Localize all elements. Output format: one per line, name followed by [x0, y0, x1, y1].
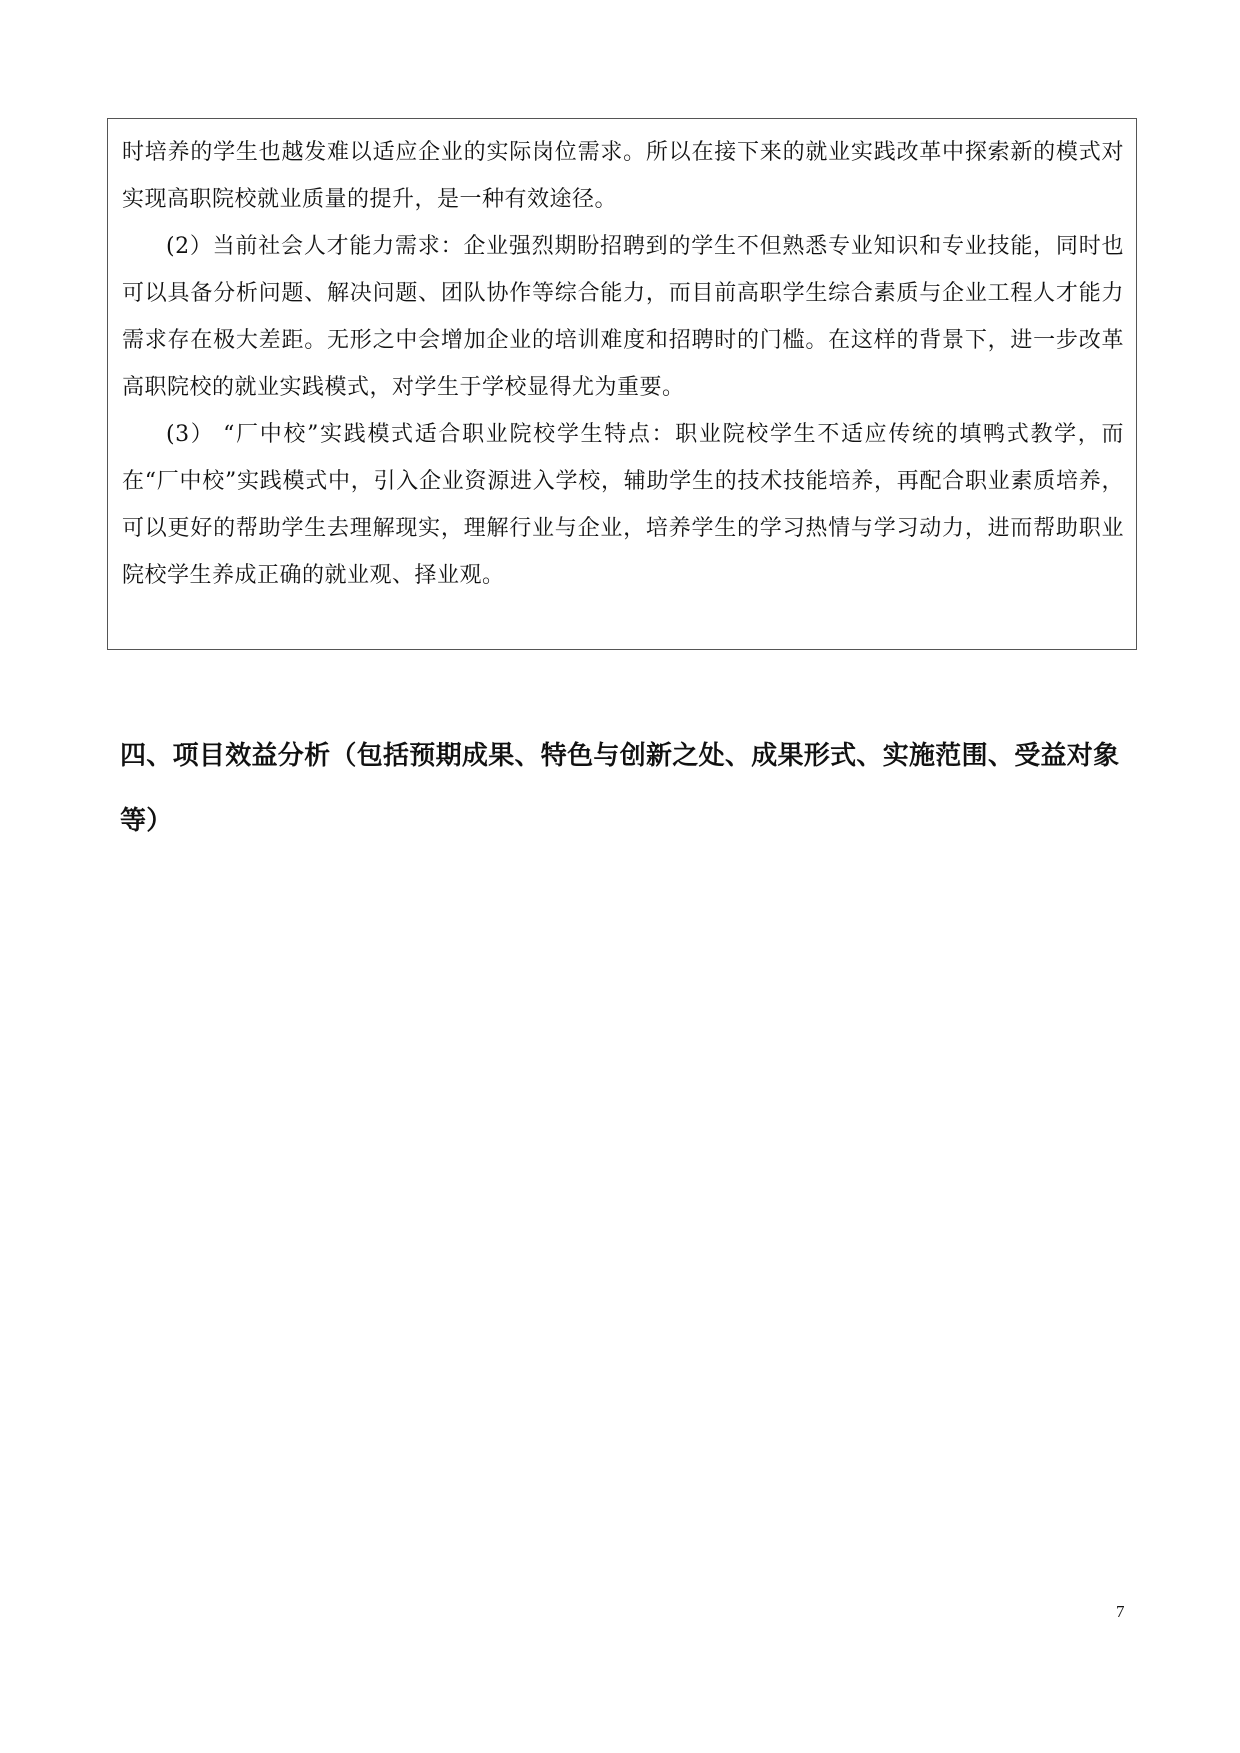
paragraph-continued: 时培养的学生也越发难以适应企业的实际岗位需求。所以在接下来的就业实践改革中探索新的模式对实现高职院校就业质量的提升，是一种有效途径。: [122, 140, 1124, 212]
paragraph-practice-model: (3） “厂中校”实践模式适合职业院校学生特点：职业院校学生不适应传统的填鸭式教学，而在“厂中校”实践模式中，引入企业资源进入学校，辅助学生的技术技能培养，再配合职业素质培养，可以更好的帮助学生去理解现实，理解行业与企业，培养学生的学习热情与学习动力，进而帮助职业院校学生养成正确的就业观、择业观。: [122, 422, 1124, 588]
section-heading-benefit-analysis: 四、项目效益分析（包括预期成果、特色与创新之处、成果形式、实施范围、受益对象等）: [120, 741, 1120, 836]
paragraph-talent-demand: (2）当前社会人才能力需求：企业强烈期盼招聘到的学生不但熟悉专业知识和专业技能，同时也可以具备分析问题、解决问题、团队协作等综合能力，而目前高职学生综合素质与企业工程人才能力需求存在极大差距。无形之中会增加企业的培训难度和招聘时的门槛。在这样的背景下，进一步改革高职院校的就业实践模式，对学生于学校显得尤为重要。: [122, 234, 1124, 400]
content-table-cell: [107, 118, 1137, 650]
content-body: [122, 129, 1124, 599]
page-number: 7: [1116, 1602, 1125, 1621]
